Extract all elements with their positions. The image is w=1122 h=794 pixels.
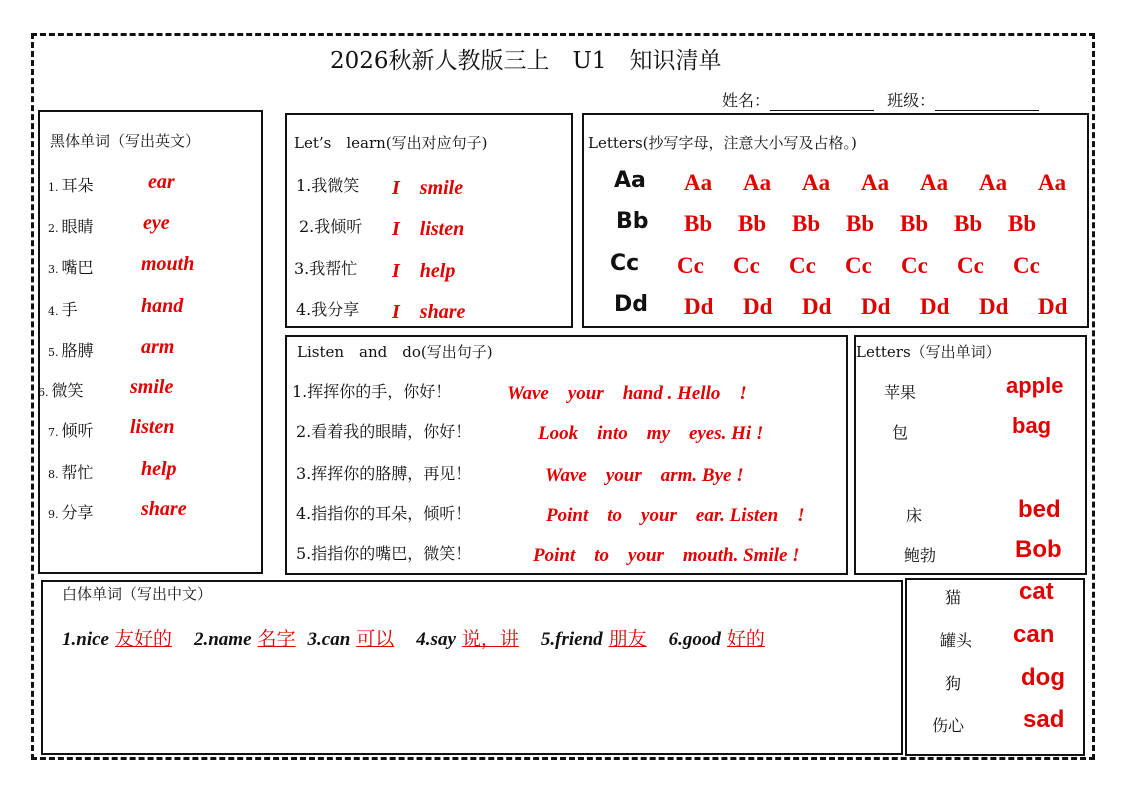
letter-word-chinese: 伤心 [932,716,965,735]
white-words-box [41,580,903,755]
bold-word-chinese: 嘴巴 [61,258,94,277]
white-word [308,628,395,650]
bold-word-chinese: 手 [61,300,78,319]
letter-copy: Dd [802,294,832,319]
letter-copy: Dd [743,294,773,319]
letter-word-english: sad [1023,706,1065,733]
letter-label: Aa [614,168,646,193]
white-word-chinese: 朋友 [608,628,647,650]
bold-word-zh [48,338,94,361]
letter-copy: Cc [1013,253,1040,278]
letter-copy: Aa [1038,170,1067,195]
bold-word-zh [48,418,94,441]
letter-copy: Dd [920,294,950,319]
bold-word-num: 4. [48,305,59,318]
letter-word-chinese: 鲍勃 [904,546,937,565]
letter-copy: Bb [792,211,821,236]
bold-word-num: 6. [38,386,49,399]
white-word-english: 6.good [668,629,721,650]
white-word [541,628,647,650]
bold-word-english: hand [141,295,184,317]
lets-learn-english: I help [392,260,456,282]
lets-learn-header: Let’s learn(写出对应句子) [294,134,488,152]
letter-copy: Cc [789,253,816,278]
bold-word-english: mouth [141,253,195,275]
white-word-chinese: 说，讲 [461,628,519,650]
listen-do-english: Wave your arm. Bye ! [545,465,744,486]
bold-word-english: eye [143,212,170,234]
white-word [669,628,765,650]
bold-word-english: help [141,458,177,480]
letter-copy: Dd [1038,294,1068,319]
listen-do-chinese: 5.指指你的嘴巴，微笑！ [296,544,472,563]
letter-copy: Dd [684,294,714,319]
bold-word-num: 8. [48,468,59,481]
letter-copy: Cc [733,253,760,278]
letter-copy: Aa [743,170,772,195]
bold-word-zh [48,460,94,483]
bold-word-zh [48,173,94,196]
letters-header: Letters(抄写字母，注意大小写及占格。) [588,134,857,152]
letter-word-english: bed [1018,496,1061,523]
listen-do-english: Point to your ear. Listen ! [546,505,805,526]
white-word-chinese: 可以 [356,628,395,650]
bold-word-english: share [141,498,187,520]
letter-word-chinese: 罐头 [940,631,973,650]
letter-copy: Bb [846,211,875,236]
bold-word-english: listen [130,416,175,438]
lets-learn-english: I smile [392,177,464,199]
bold-word-num: 2. [48,222,59,235]
listen-do-chinese: 2.看着我的眼睛，你好！ [296,422,472,441]
letter-copy: Bb [684,211,713,236]
bold-word-chinese: 帮忙 [61,463,94,482]
letter-copy: Aa [920,170,949,195]
letter-word-english: bag [1012,413,1052,438]
letter-copy: Dd [861,294,891,319]
listen-do-english: Wave your hand . Hello ! [507,383,747,404]
white-words-header: 白体单词（写出中文） [62,585,213,603]
letter-copy: Bb [954,211,983,236]
letter-copy: Bb [738,211,767,236]
letter-copy: Cc [677,253,704,278]
letter-word-english: Bob [1015,536,1062,563]
bold-word-chinese: 眼睛 [61,217,94,236]
letter-word-english: can [1013,621,1055,648]
letter-word-chinese: 狗 [945,674,962,693]
letter-copy: Aa [684,170,713,195]
lets-learn-chinese: 4.我分享 [296,300,360,319]
letter-label: Bb [616,209,649,234]
bold-word-english: smile [130,376,174,398]
bold-word-num: 5. [48,346,59,359]
listen-do-english: Point to your mouth. Smile ! [533,545,800,566]
name-blank[interactable] [770,92,874,111]
listen-do-chinese: 1.挥挥你的手，你好！ [292,382,452,401]
letter-word-english: cat [1019,578,1054,605]
bold-word-chinese: 分享 [61,503,94,522]
letter-word-chinese: 床 [906,506,923,525]
white-word-chinese: 名字 [257,628,296,650]
listen-do-header: Listen and do(写出句子) [297,343,493,361]
bold-word-english: ear [148,171,175,193]
bold-word-zh [48,500,94,523]
white-word-english: 2.name [193,629,252,650]
white-word [416,628,519,650]
white-word [194,628,296,650]
letter-word-chinese: 包 [892,423,909,442]
white-word-english: 1.nice [62,629,109,650]
bold-words-header: 黑体单词（写出英文） [50,132,201,150]
letter-word-chinese: 猫 [945,588,962,607]
bold-word-chinese: 耳朵 [61,176,94,195]
letter-words-header: Letters（写出单词） [856,343,1001,361]
lets-learn-chinese: 2.我倾听 [299,217,363,236]
bold-word-num: 1. [48,181,59,194]
letter-copy: Bb [1008,211,1037,236]
bold-word-zh [38,378,84,401]
bold-word-num: 7. [48,426,59,439]
white-word-english: 5.friend [540,629,603,650]
bold-word-chinese: 微笑 [51,381,84,400]
lets-learn-chinese: 1.我微笑 [296,176,360,195]
letter-word-english: dog [1021,664,1065,691]
letter-copy: Aa [802,170,831,195]
letter-word-english: apple [1006,373,1064,398]
letter-copy: Cc [845,253,872,278]
letter-copy: Aa [861,170,890,195]
letter-copy: Cc [901,253,928,278]
white-word-english: 4.say [416,629,456,650]
letter-copy: Aa [979,170,1008,195]
listen-do-english: Look into my eyes. Hi ! [538,423,764,444]
bold-word-english: arm [141,336,175,358]
letter-word-chinese: 苹果 [884,383,917,402]
bold-word-zh [48,297,78,320]
lets-learn-english: I listen [392,218,465,240]
white-word [62,628,172,650]
name-label: 姓名： [722,91,771,110]
white-word-english: 3.can [307,629,351,650]
lets-learn-chinese: 3.我帮忙 [294,259,358,278]
listen-do-chinese: 4.指指你的耳朵，倾听！ [296,504,472,523]
bold-word-zh [48,214,94,237]
bold-word-zh [48,255,94,278]
bold-word-chinese: 胳膊 [61,341,94,360]
bold-word-chinese: 倾听 [61,421,94,440]
white-words-list [62,624,787,651]
letter-copy: Bb [900,211,929,236]
letter-copy: Cc [957,253,984,278]
letter-copy: Dd [979,294,1009,319]
letter-label: Cc [610,251,640,276]
listen-do-chinese: 3.挥挥你的胳膊，再见！ [296,464,472,483]
white-word-chinese: 友好的 [114,628,172,650]
class-blank[interactable] [935,92,1039,111]
class-label: 班级： [887,91,936,110]
lets-learn-english: I share [392,301,466,323]
bold-word-num: 3. [48,263,59,276]
listen-do-box [285,335,848,575]
bold-word-num: 9. [48,508,59,521]
page-title: 2026秋新人教版三上 U1 知识清单 [330,48,722,74]
name-field [722,88,1039,111]
white-word-chinese: 好的 [726,628,765,650]
letter-label: Dd [614,292,649,317]
